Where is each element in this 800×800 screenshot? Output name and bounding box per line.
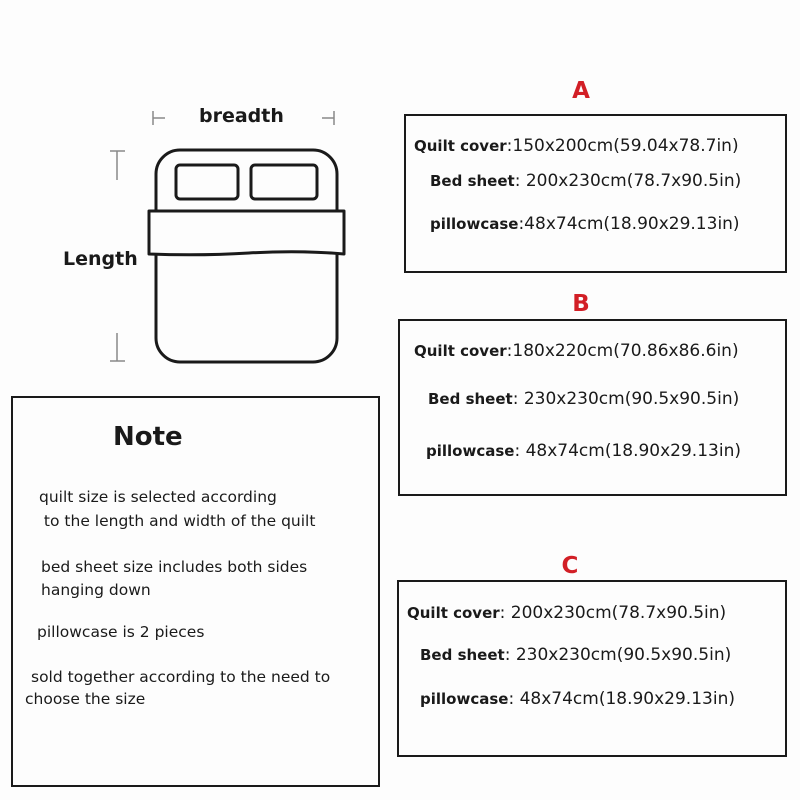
note-line: sold together according to the need to [31, 668, 331, 686]
option-b-sheet-row [428, 389, 739, 409]
note-title: Note [113, 422, 183, 452]
note-line: choose the size [25, 690, 146, 708]
option-c-pillow-row [420, 689, 735, 709]
bed-sheet-label: Bed sheet [430, 172, 515, 190]
bed-sheet-value: : 230x230cm(90.5x90.5in) [504, 645, 732, 665]
quilt-cover-label: Quilt cover [414, 137, 507, 155]
quilt-cover-value: : 200x230cm(78.7x90.5in) [499, 603, 727, 623]
pillowcase-value: : 48x74cm(18.90x29.13in) [514, 441, 741, 461]
bed-sheet-value: : 200x230cm(78.7x90.5in) [514, 171, 742, 191]
bed-sheet-label: Bed sheet [428, 390, 513, 408]
option-c-letter: C [561, 553, 579, 579]
note-line: quilt size is selected according [39, 488, 277, 506]
option-b-pillow-row [426, 441, 741, 461]
pillowcase-label: pillowcase [426, 442, 515, 460]
option-a-letter: A [572, 78, 590, 104]
note-box [11, 396, 380, 787]
quilt-cover-label: Quilt cover [414, 342, 507, 360]
option-c-quilt-row [407, 603, 726, 623]
note-line: hanging down [41, 581, 151, 599]
option-b-letter: B [572, 291, 590, 317]
option-a-quilt-row [414, 136, 739, 156]
quilt-fold [149, 211, 344, 255]
pillowcase-value: : 48x74cm(18.90x29.13in) [508, 689, 735, 709]
pillow-left [176, 165, 238, 199]
breadth-label: breadth [199, 105, 284, 127]
pillowcase-label: pillowcase [420, 690, 509, 708]
pillow-right [251, 165, 317, 199]
pillowcase-value: :48x74cm(18.90x29.13in) [518, 214, 740, 234]
option-a-sheet-row [430, 171, 741, 191]
quilt-cover-label: Quilt cover [407, 604, 500, 622]
pillowcase-label: pillowcase [430, 215, 519, 233]
option-a-pillow-row [430, 214, 740, 234]
bed-sheet-label: Bed sheet [420, 646, 505, 664]
length-label: Length [63, 248, 138, 270]
option-b-quilt-row [414, 341, 739, 361]
bed-sheet-value: : 230x230cm(90.5x90.5in) [512, 389, 740, 409]
note-line: bed sheet size includes both sides [41, 558, 308, 576]
quilt-cover-value: :150x200cm(59.04x78.7in) [506, 136, 739, 156]
option-c-sheet-row [420, 645, 731, 665]
quilt-cover-value: :180x220cm(70.86x86.6in) [506, 341, 739, 361]
note-line: to the length and width of the quilt [39, 512, 316, 530]
note-line: pillowcase is 2 pieces [37, 623, 205, 641]
